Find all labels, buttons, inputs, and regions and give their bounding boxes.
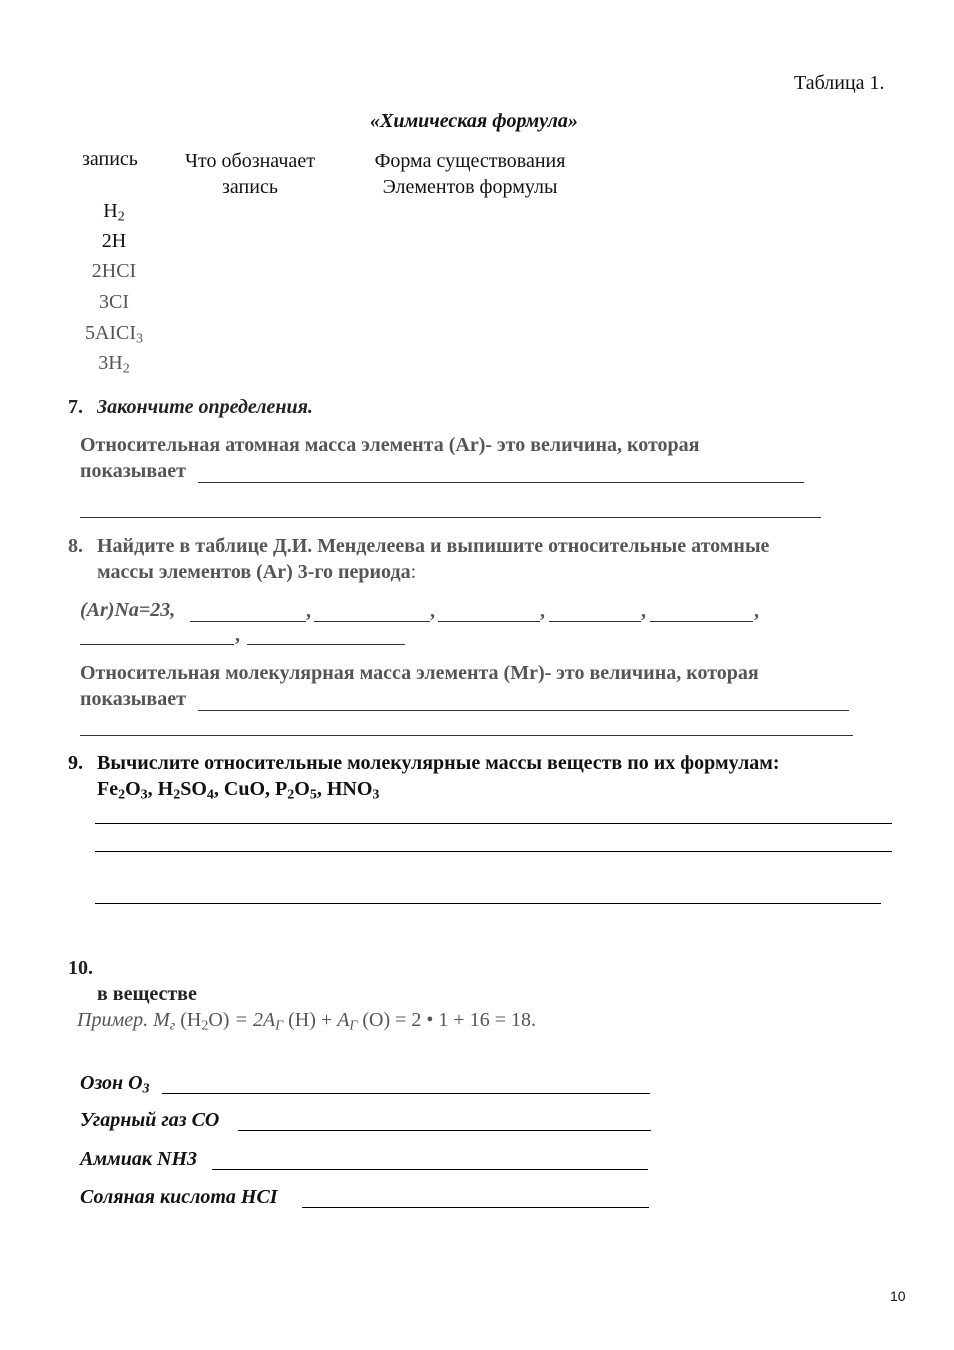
task7-title: Закончите определения. [97, 396, 313, 418]
comma: , [306, 600, 311, 622]
task7-definition-line1: Относительная атомная масса элемента (Ar)- это величина, которая [80, 434, 700, 456]
task7-number: 7. [68, 396, 83, 418]
substance-hydrochloric-acid: Соляная кислота HCI [80, 1186, 278, 1208]
comma: , [235, 624, 240, 646]
column-header-form [352, 148, 588, 200]
formula-fe2o3: $Fe_2O_3$ [97, 778, 148, 803]
separator: , [316, 778, 327, 800]
table-row [72, 230, 156, 253]
separator: , [265, 778, 276, 800]
answer-line[interactable] [80, 735, 853, 736]
formula-hno3: $HNO_3$ [326, 778, 380, 803]
answer-blank[interactable] [80, 644, 234, 645]
table-title: «Химическая формула» [370, 110, 578, 132]
column-header-meaning-line1: Что обозначает [185, 150, 315, 172]
answer-blank[interactable] [247, 644, 405, 645]
substance-carbon-monoxide: Угарный газ CO [80, 1109, 220, 1131]
answer-blank[interactable] [314, 621, 430, 622]
table-row [72, 291, 156, 314]
column-header-record: запись [82, 148, 138, 170]
answer-blank[interactable] [190, 621, 306, 622]
task9-formulas [97, 778, 379, 801]
column-header-form-line2: Элементов формулы [382, 176, 558, 198]
answer-line[interactable] [198, 710, 849, 711]
answer-line[interactable] [302, 1207, 649, 1208]
task8-line1: Найдите в таблице Д.И. Менделеева и выпишите относительные атомные [97, 535, 770, 557]
task7-definition-line2: показывает [80, 460, 186, 482]
formula-cuo: CuO [223, 778, 266, 800]
table-label: Таблица 1. [794, 72, 885, 94]
answer-blank[interactable] [438, 621, 540, 622]
column-header-form-line1: Форма существования [374, 150, 566, 172]
formula-base: 5AICI [84, 322, 137, 344]
task10-line1: в веществе [97, 983, 197, 1005]
page-number: 10 [890, 1288, 906, 1304]
formula-base: 2H [101, 230, 127, 252]
answer-line[interactable] [95, 851, 892, 852]
example-label: Пример. [77, 1009, 149, 1031]
formula-p2o5: $P_2O_5$ [275, 778, 317, 803]
comma: , [754, 600, 759, 622]
formula-sub: 3 [136, 331, 144, 347]
formula-sub: 2 [122, 361, 130, 377]
formula-base: 3CI [99, 291, 129, 313]
formula-h2so4: $H_2SO_4$ [157, 778, 214, 803]
formula-base: H [103, 200, 118, 222]
answer-line[interactable] [95, 823, 892, 824]
task8-line2 [97, 561, 416, 584]
formula-sub: 2 [117, 209, 125, 225]
formula-base: 3H [98, 352, 123, 374]
answer-line[interactable] [162, 1093, 650, 1094]
task8-example: (Ar)Na=23, [80, 599, 176, 621]
answer-blank[interactable] [549, 621, 641, 622]
substance-ozone: Озон $O_3$ [80, 1072, 150, 1097]
table-row [72, 200, 156, 223]
comma: , [540, 600, 545, 622]
formula-base: 2HCI [91, 260, 137, 282]
example-m: M [153, 1009, 170, 1031]
column-header-meaning-line2: запись [222, 176, 278, 198]
task10-example: Пример. $M_г$ $(H_2O) = 2A_Г$ $(H) + A_Г$ (O) = 2 • 1 + 16 = 18. [77, 1009, 536, 1034]
answer-line[interactable] [95, 903, 881, 904]
task10-number: 10. [68, 957, 93, 979]
task8-definition-line2: показывает [80, 688, 186, 710]
task9-line1: Вычислите относительные молекулярные массы веществ по их формулам: [97, 752, 780, 774]
task8-line2-text: массы элементов (Ar) 3-го периода [97, 561, 411, 583]
comma: , [430, 600, 435, 622]
table-row [72, 260, 156, 283]
task8-line2-colon: : [410, 561, 417, 583]
separator: , [213, 778, 224, 800]
answer-line[interactable] [238, 1130, 651, 1131]
column-header-meaning [166, 148, 334, 200]
comma: , [641, 600, 646, 622]
answer-line[interactable] [80, 517, 821, 518]
task9-number: 9. [68, 752, 83, 774]
answer-blank[interactable] [650, 621, 753, 622]
table-row [72, 322, 156, 345]
answer-line[interactable] [198, 482, 804, 483]
answer-line[interactable] [212, 1169, 648, 1170]
task8-definition-line1: Относительная молекулярная масса элемента (Mr)- это величина, которая [80, 662, 759, 684]
task8-number: 8. [68, 535, 83, 557]
table-row [72, 352, 156, 375]
separator: , [147, 778, 158, 800]
substance-ammonia: Аммиак NH3 [80, 1148, 198, 1170]
